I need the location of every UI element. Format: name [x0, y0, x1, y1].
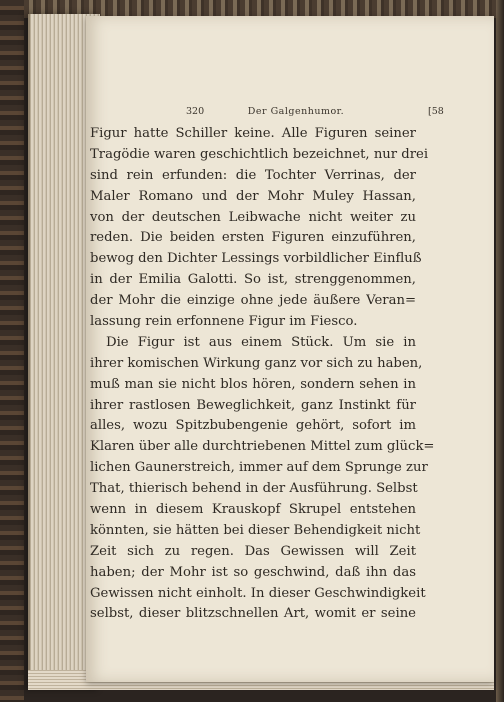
- running-header: [86, 106, 494, 120]
- text-line: Die Figur ist aus einem Stück. Um sie in: [106, 334, 416, 350]
- text-line: lichen Gaunerstreich, immer auf dem Sprunge zur: [90, 460, 428, 476]
- text-line: Klaren über alle durchtriebenen Mittel zum glück=: [90, 439, 435, 455]
- text-line: Gewissen nicht einholt. In dieser Geschwindigkeit: [90, 585, 426, 601]
- text-line: alles, wozu Spitzbubengenie gehört, sofort im: [90, 418, 416, 434]
- signature-mark: [58: [428, 106, 444, 117]
- text-line: haben; der Mohr ist so geschwind, daß ihn das: [90, 564, 416, 580]
- body-text: [90, 124, 435, 625]
- book-binding-left: [0, 0, 24, 702]
- text-line: wenn in diesem Krauskopf Skrupel entstehen: [90, 502, 416, 518]
- text-line: von der deutschen Leibwache nicht weiter zu: [90, 209, 416, 225]
- text-line: bewog den Dichter Lessings vorbildlicher Einfluß: [90, 251, 422, 267]
- page-number: 320: [186, 106, 205, 117]
- text-line: könnten, sie hätten bei dieser Behendigkeit nicht: [90, 522, 421, 538]
- text-line: muß man sie nicht blos hören, sondern sehen in: [90, 376, 416, 392]
- text-line: Zeit sich zu regen. Das Gewissen will Zeit: [90, 543, 416, 559]
- text-line: lassung rein erfonnene Figur im Fiesco.: [90, 314, 358, 330]
- text-line: sind rein erfunden: die Tochter Verrinas, der: [90, 167, 416, 183]
- text-line: Tragödie waren geschichtlich bezeichnet, nur drei: [90, 146, 429, 162]
- book-binding-right: [496, 0, 504, 702]
- text-line: reden. Die beiden ersten Figuren einzuführen,: [90, 230, 416, 246]
- text-line: selbst, dieser blitzschnellen Art, womit er seine: [90, 606, 416, 622]
- text-line: der Mohr die einzige ohne jede äußere Veran=: [90, 293, 416, 309]
- text-line: in der Emilia Galotti. So ist, strenggenommen,: [90, 272, 416, 288]
- text-line: Figur hatte Schiller keine. Alle Figuren seiner: [90, 126, 416, 141]
- text-line: ihrer rastlosen Beweglichkeit, ganz Instinkt für: [90, 397, 416, 413]
- text-line: That, thierisch behend in der Ausführung. Selbst: [90, 481, 418, 497]
- running-title: Der Galgenhumor.: [247, 106, 345, 117]
- text-line: Maler Romano und der Mohr Muley Hassan,: [90, 188, 416, 204]
- text-line: ihrer komischen Wirkung ganz vor sich zu haben,: [90, 355, 423, 371]
